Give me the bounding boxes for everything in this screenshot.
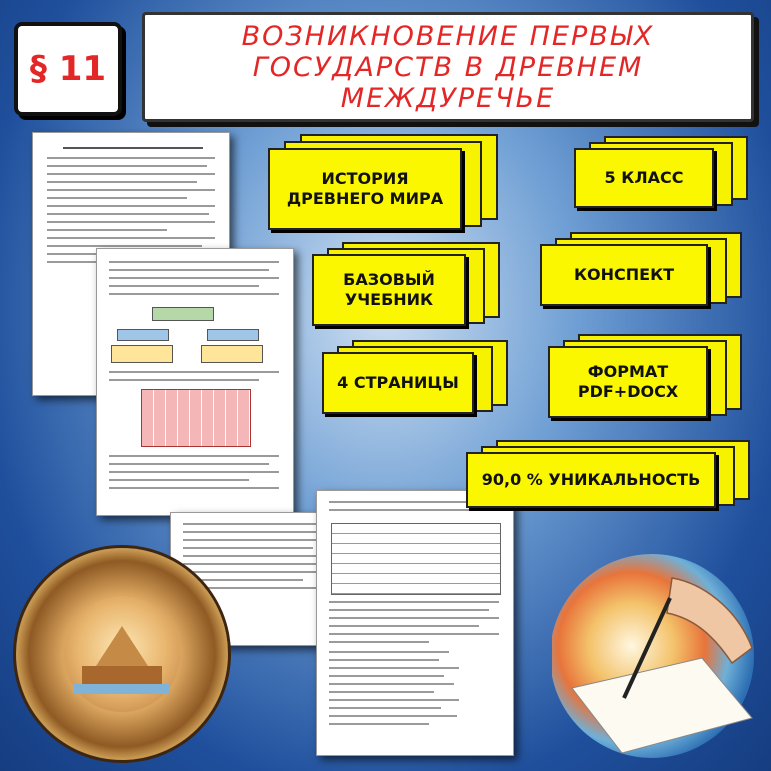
tag-grade [574, 148, 714, 208]
tag-history-line-2: ДРЕВНЕГО МИРА [286, 189, 444, 208]
title [145, 21, 751, 114]
medallion-center [64, 596, 180, 712]
tag-summary [540, 244, 708, 306]
tag-textbook-line-1: БАЗОВЫЙ [343, 270, 435, 289]
section-number: § 11 [29, 49, 107, 89]
tag-textbook-line-2: УЧЕБНИК [344, 290, 434, 309]
tag-pages-label: 4 СТРАНИЦЫ [322, 352, 474, 414]
section-badge [14, 22, 122, 116]
tag-uniqueness [466, 452, 716, 508]
tag-format [548, 346, 708, 418]
title-line-3: МЕЖДУРЕЧЬЕ [340, 83, 556, 114]
ancient-city-medallion [16, 548, 228, 760]
tag-textbook [312, 254, 466, 326]
tag-grade-label: 5 КЛАСС [574, 148, 714, 208]
writing-hand-illustration [552, 538, 764, 764]
tag-uniqueness-label: 90,0 % УНИКАЛЬНОСТЬ [466, 452, 716, 508]
doc-page-preview-4 [316, 490, 514, 756]
tag-format-line-1: ФОРМАТ [587, 362, 669, 381]
tag-format-line-2: PDF+DOCX [577, 382, 679, 401]
doc-page-preview-2 [96, 248, 294, 516]
tag-history-line-1: ИСТОРИЯ [321, 169, 409, 188]
title-line-2: ГОСУДАРСТВ В ДРЕВНЕМ [252, 52, 644, 83]
tag-summary-label: КОНСПЕКТ [540, 244, 708, 306]
tag-history [268, 148, 462, 230]
title-box [142, 12, 754, 122]
tag-pages [322, 352, 474, 414]
title-line-1: ВОЗНИКНОВЕНИЕ ПЕРВЫХ [241, 21, 655, 52]
